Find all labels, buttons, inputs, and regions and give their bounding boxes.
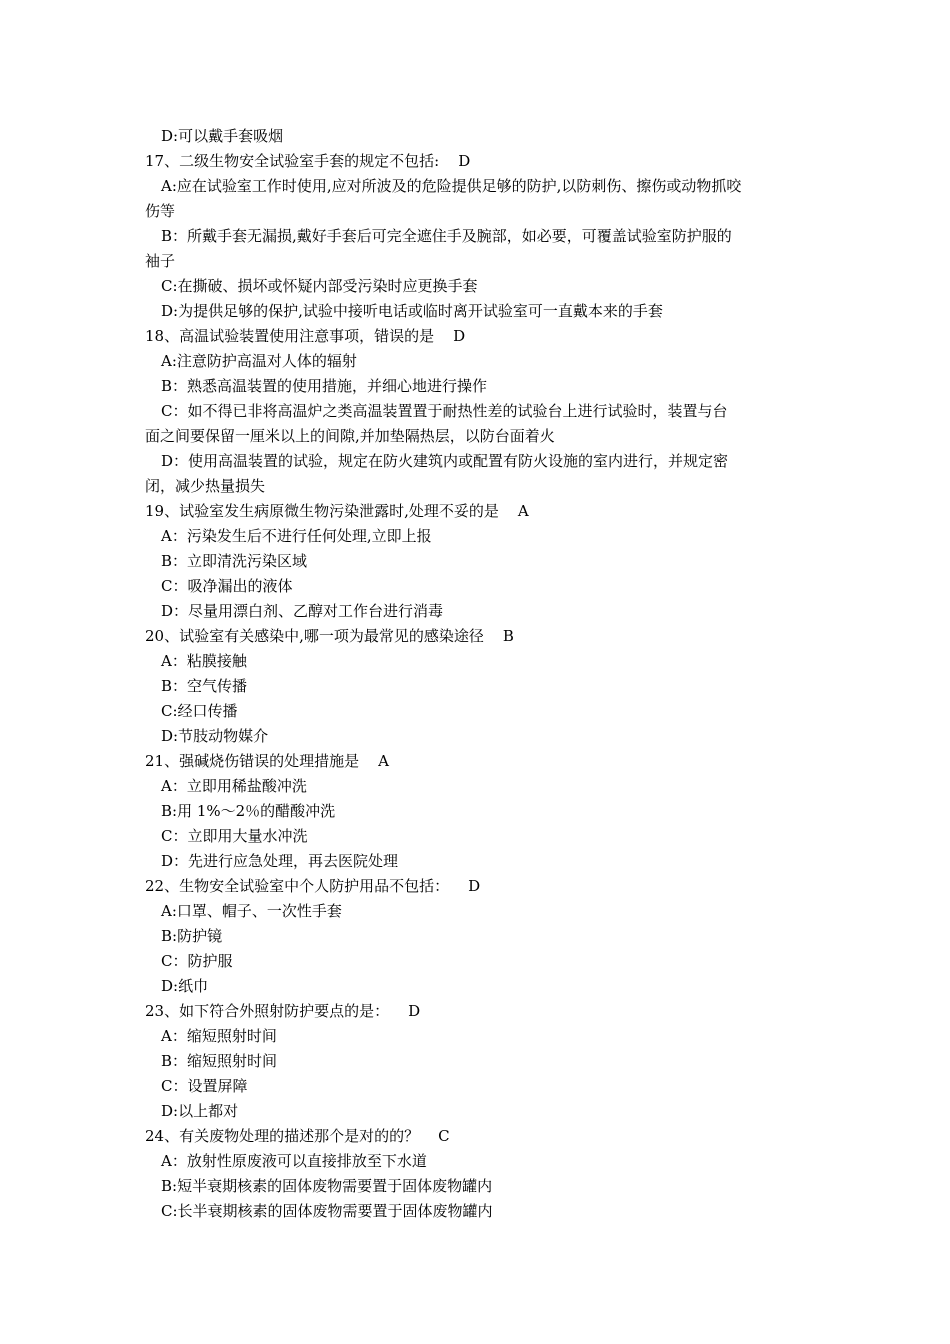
answer-option-line: C：如不得已非将高温炉之类高温装置置于耐热性差的试验台上进行试验时，装置与台	[161, 402, 728, 420]
answer-option-line: A：污染发生后不进行任何处理,立即上报	[161, 527, 432, 545]
answer-option-line: B:防护镜	[161, 927, 223, 945]
answer-option-line: A：放射性原废液可以直接排放至下水道	[161, 1152, 427, 1170]
question-line: 18、高温试验装置使用注意事项，错误的是 D	[145, 327, 466, 345]
question-line: 21、强碱烧伤错误的处理措施是 A	[145, 752, 389, 770]
answer-option-line: D：先进行应急处理，再去医院处理	[161, 852, 399, 870]
answer-option-line: B：熟悉高温装置的使用措施，并细心地进行操作	[161, 377, 488, 395]
answer-option-line: A:注意防护高温对人体的辐射	[161, 352, 357, 370]
answer-option-line: B：空气传播	[161, 677, 248, 695]
answer-option-line: D:节肢动物媒介	[161, 727, 269, 745]
question-line: 17、二级生物安全试验室手套的规定不包括: D	[145, 152, 471, 170]
question-line: 20、试验室有关感染中,哪一项为最常见的感染途径 B	[145, 627, 514, 645]
answer-option-line: B：立即清洗污染区域	[161, 552, 308, 570]
document-body	[145, 124, 810, 1224]
answer-option-line: D:纸巾	[161, 977, 209, 995]
answer-option-line: A：缩短照射时间	[161, 1027, 277, 1045]
question-line: 23、如下符合外照射防护要点的是： D	[145, 1002, 421, 1020]
answer-option-line: C:在撕破、损坏或怀疑内部受污染时应更换手套	[161, 277, 478, 295]
answer-option-line: A:应在试验室工作时使用,应对所波及的危险提供足够的防护,以防刺伤、擦伤或动物抓咬	[161, 177, 742, 195]
question-line: 22、生物安全试验室中个人防护用品不包括： D	[145, 877, 481, 895]
question-line: 袖子	[145, 252, 176, 270]
answer-option-line: C：设置屏障	[161, 1077, 248, 1095]
answer-option-line: D:为提供足够的保护,试验中接听电话或临时离开试验室可一直戴本来的手套	[161, 302, 663, 320]
answer-option-line: C:经口传播	[161, 702, 238, 720]
question-line: 面之间要保留一厘米以上的间隙,并加垫隔热层，以防台面着火	[145, 427, 555, 445]
answer-option-line: D：使用高温装置的试验，规定在防火建筑内或配置有防火设施的室内进行，并规定密	[161, 452, 729, 470]
answer-option-line: B:短半衰期核素的固体废物需要置于固体废物罐内	[161, 1177, 493, 1195]
answer-option-line: B:用 1%～2％的醋酸冲洗	[161, 802, 336, 820]
answer-option-line: A：立即用稀盐酸冲洗	[161, 777, 307, 795]
answer-option-line: B：缩短照射时间	[161, 1052, 278, 1070]
question-line: 伤等	[145, 202, 176, 220]
answer-option-line: B：所戴手套无漏损,戴好手套后可完全遮住手及腕部，如必要，可覆盖试验室防护服的	[161, 227, 732, 245]
answer-option-line: C:长半衰期核素的固体废物需要置于固体废物罐内	[161, 1202, 493, 1220]
answer-option-line: A：粘膜接触	[161, 652, 247, 670]
question-line: 19、试验室发生病原微生物污染泄露时,处理不妥的是 A	[145, 502, 529, 520]
answer-option-line: D:可以戴手套吸烟	[161, 127, 284, 145]
question-line: 闭，减少热量损失	[145, 477, 266, 495]
answer-option-line: A:口罩、帽子、一次性手套	[161, 902, 342, 920]
answer-option-line: D：尽量用漂白剂、乙醇对工作台进行消毒	[161, 602, 444, 620]
answer-option-line: C：防护服	[161, 952, 233, 970]
answer-option-line: C：吸净漏出的液体	[161, 577, 293, 595]
answer-option-line: C：立即用大量水冲洗	[161, 827, 308, 845]
question-line: 24、有关废物处理的描述那个是对的的？ C	[145, 1127, 450, 1145]
answer-option-line: D:以上都对	[161, 1102, 239, 1120]
